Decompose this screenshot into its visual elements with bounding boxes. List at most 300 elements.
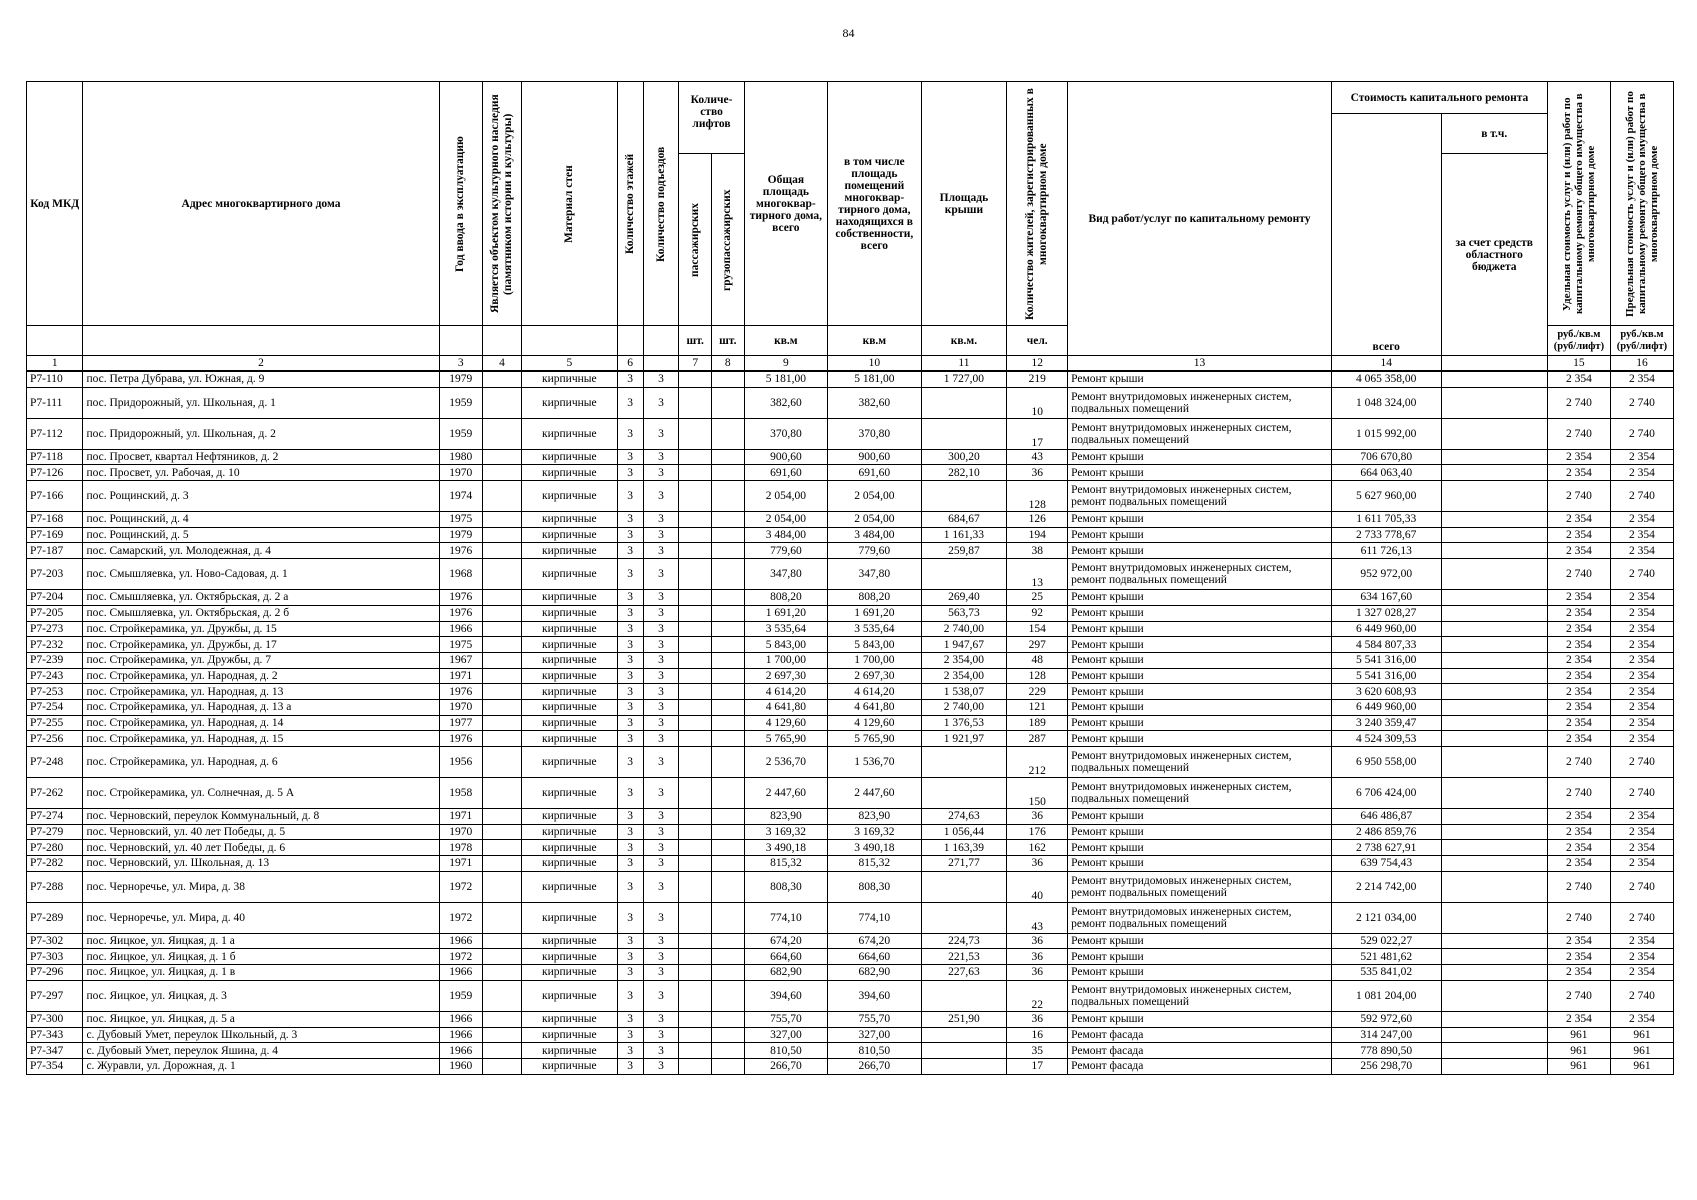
cell-heritage (482, 747, 521, 778)
cell-cost-regional (1441, 371, 1547, 387)
cell-residents: 36 (1007, 809, 1068, 825)
cell-address: пос. Черноречье, ул. Мира, д. 40 (83, 902, 439, 933)
cell-wall-material: кирпичные (522, 809, 618, 825)
cell-entrances: 3 (643, 747, 679, 778)
cell-total-area: 4 614,20 (744, 684, 828, 700)
cell-floors: 3 (617, 731, 643, 747)
cell-wall-material: кирпичные (522, 778, 618, 809)
cell-work-type: Ремонт крыши (1068, 605, 1332, 621)
cell-wall-material: кирпичные (522, 418, 618, 449)
cell-year: 1979 (439, 527, 482, 543)
cell-work-type: Ремонт крыши (1068, 731, 1332, 747)
cell-residents: 16 (1007, 1027, 1068, 1043)
cell-lifts-cargo (712, 824, 745, 840)
cell-code: Р7-239 (27, 652, 83, 668)
cell-max-cost: 2 740 (1610, 747, 1673, 778)
cell-roof-area: 259,87 (921, 543, 1007, 559)
cell-owned-area: 5 765,90 (828, 731, 921, 747)
cell-address: пос. Черноречье, ул. Мира, д. 38 (83, 871, 439, 902)
cell-cost-regional (1441, 980, 1547, 1011)
cell-roof-area: 1 538,07 (921, 684, 1007, 700)
cell-residents: 36 (1007, 1011, 1068, 1027)
header-cost: Стоимость капитального ремонта (1331, 82, 1547, 114)
header-cost-total: всего (1372, 341, 1400, 353)
cell-unit-cost: 2 354 (1547, 933, 1610, 949)
cell-owned-area: 1 536,70 (828, 747, 921, 778)
cell-entrances: 3 (643, 527, 679, 543)
cell-code: Р7-279 (27, 824, 83, 840)
cell-year: 1971 (439, 668, 482, 684)
cell-code: Р7-118 (27, 449, 83, 465)
cell-heritage (482, 605, 521, 621)
column-number: 12 (1007, 356, 1068, 372)
table-row (27, 387, 1674, 418)
cell-lifts-passenger (679, 418, 712, 449)
cell-cost-regional (1441, 668, 1547, 684)
cell-total-area: 1 700,00 (744, 652, 828, 668)
cell-floors: 3 (617, 371, 643, 387)
cell-entrances: 3 (643, 684, 679, 700)
unit-max-cost: руб./кв.м (руб/лифт) (1610, 326, 1673, 356)
cell-work-type: Ремонт внутридомовых инженерных систем, ремонт подвальных помещений (1068, 481, 1332, 512)
cell-wall-material: кирпичные (522, 590, 618, 606)
cell-max-cost: 2 354 (1610, 809, 1673, 825)
cell-entrances: 3 (643, 418, 679, 449)
cell-unit-cost: 2 354 (1547, 605, 1610, 621)
cell-year: 1970 (439, 824, 482, 840)
cell-roof-area (921, 980, 1007, 1011)
cell-floors: 3 (617, 933, 643, 949)
cell-entrances: 3 (643, 871, 679, 902)
cell-max-cost: 2 740 (1610, 902, 1673, 933)
cell-wall-material: кирпичные (522, 824, 618, 840)
unit-unit-cost: руб./кв.м (руб/лифт) (1547, 326, 1610, 356)
cell-max-cost: 2 354 (1610, 371, 1673, 387)
cell-work-type: Ремонт крыши (1068, 371, 1332, 387)
cell-max-cost: 2 354 (1610, 840, 1673, 856)
column-number: 5 (522, 356, 618, 372)
cell-max-cost: 2 354 (1610, 715, 1673, 731)
cell-lifts-passenger (679, 605, 712, 621)
cell-work-type: Ремонт внутридомовых инженерных систем, ремонт подвальных помещений (1068, 871, 1332, 902)
cell-residents: 38 (1007, 543, 1068, 559)
cell-cost-regional (1441, 1027, 1547, 1043)
table-row (27, 747, 1674, 778)
cell-code: Р7-112 (27, 418, 83, 449)
cell-floors: 3 (617, 949, 643, 965)
cell-residents: 189 (1007, 715, 1068, 731)
cell-max-cost: 2 354 (1610, 668, 1673, 684)
cell-year: 1967 (439, 652, 482, 668)
header-residents: Количество жителей, зарегистрированных в многоквартирном доме (1024, 87, 1050, 320)
cell-unit-cost: 2 354 (1547, 965, 1610, 981)
cell-cost-regional (1441, 871, 1547, 902)
cell-year: 1975 (439, 637, 482, 653)
cell-entrances: 3 (643, 965, 679, 981)
cell-entrances: 3 (643, 449, 679, 465)
cell-lifts-cargo (712, 418, 745, 449)
cell-cost-total: 952 972,00 (1331, 559, 1441, 590)
cell-cost-total: 592 972,60 (1331, 1011, 1441, 1027)
cell-entrances: 3 (643, 652, 679, 668)
cell-cost-total: 529 022,27 (1331, 933, 1441, 949)
cell-roof-area: 1 163,39 (921, 840, 1007, 856)
cell-address: пос. Яицкое, ул. Яицкая, д. 3 (83, 980, 439, 1011)
cell-cost-total: 314 247,00 (1331, 1027, 1441, 1043)
cell-heritage (482, 621, 521, 637)
header-cost-regional: за счет средств областного бюджета (1441, 154, 1547, 356)
cell-cost-regional (1441, 605, 1547, 621)
table-row (27, 668, 1674, 684)
cell-lifts-cargo (712, 387, 745, 418)
table-row (27, 965, 1674, 981)
cell-address: пос. Черновский, ул. Школьная, д. 13 (83, 856, 439, 872)
column-number: 13 (1068, 356, 1332, 372)
cell-floors: 3 (617, 527, 643, 543)
column-number (643, 356, 679, 372)
cell-entrances: 3 (643, 371, 679, 387)
cell-cost-total: 706 670,80 (1331, 449, 1441, 465)
cell-residents: 212 (1007, 747, 1068, 778)
cell-total-area: 3 490,18 (744, 840, 828, 856)
cell-lifts-cargo (712, 621, 745, 637)
cell-year: 1956 (439, 747, 482, 778)
cell-residents: 48 (1007, 652, 1068, 668)
cell-lifts-cargo (712, 933, 745, 949)
cell-total-area: 815,32 (744, 856, 828, 872)
cell-cost-total: 1 081 204,00 (1331, 980, 1441, 1011)
unit-total-area: кв.м (744, 326, 828, 356)
cell-total-area: 755,70 (744, 1011, 828, 1027)
cell-roof-area: 1 376,53 (921, 715, 1007, 731)
cell-max-cost: 2 354 (1610, 512, 1673, 528)
cell-code: Р7-169 (27, 527, 83, 543)
cell-heritage (482, 731, 521, 747)
header-max-cost: Предельная стоимость услуг и (или) работ по капитальному ремонту общего имущества в многоквартирном доме (1623, 90, 1660, 317)
cell-heritage (482, 1011, 521, 1027)
cell-max-cost: 2 740 (1610, 387, 1673, 418)
cell-floors: 3 (617, 512, 643, 528)
cell-lifts-passenger (679, 715, 712, 731)
cell-cost-regional (1441, 481, 1547, 512)
cell-heritage (482, 590, 521, 606)
header-lifts-passenger: пассажирских (688, 202, 701, 277)
cell-owned-area: 674,20 (828, 933, 921, 949)
cell-cost-regional (1441, 933, 1547, 949)
cell-unit-cost: 2 354 (1547, 731, 1610, 747)
cell-total-area: 2 054,00 (744, 481, 828, 512)
table-row (27, 1027, 1674, 1043)
cell-unit-cost: 961 (1547, 1043, 1610, 1059)
cell-cost-total: 1 015 992,00 (1331, 418, 1441, 449)
cell-floors: 3 (617, 449, 643, 465)
cell-roof-area: 2 740,00 (921, 621, 1007, 637)
column-number: 16 (1610, 356, 1673, 372)
cell-cost-total: 1 048 324,00 (1331, 387, 1441, 418)
cell-max-cost: 2 354 (1610, 1011, 1673, 1027)
cell-work-type: Ремонт крыши (1068, 637, 1332, 653)
cell-owned-area: 691,60 (828, 465, 921, 481)
cell-lifts-passenger (679, 668, 712, 684)
cell-year: 1976 (439, 543, 482, 559)
cell-residents: 162 (1007, 840, 1068, 856)
cell-address: пос. Смышляевка, ул. Октябрьская, д. 2 а (83, 590, 439, 606)
cell-floors: 3 (617, 1027, 643, 1043)
cell-unit-cost: 2 354 (1547, 668, 1610, 684)
table-row (27, 949, 1674, 965)
table-row (27, 465, 1674, 481)
cell-residents: 219 (1007, 371, 1068, 387)
cell-entrances: 3 (643, 590, 679, 606)
cell-unit-cost: 2 740 (1547, 387, 1610, 418)
cell-year: 1968 (439, 559, 482, 590)
cell-roof-area: 274,63 (921, 809, 1007, 825)
cell-residents: 13 (1007, 559, 1068, 590)
cell-floors: 3 (617, 980, 643, 1011)
cell-roof-area: 221,53 (921, 949, 1007, 965)
cell-wall-material: кирпичные (522, 512, 618, 528)
cell-lifts-cargo (712, 1043, 745, 1059)
cell-lifts-passenger (679, 699, 712, 715)
cell-year: 1972 (439, 871, 482, 902)
header-year: Год ввода в эксплуатацию (454, 135, 467, 272)
cell-heritage (482, 527, 521, 543)
cell-max-cost: 2 354 (1610, 449, 1673, 465)
cell-unit-cost: 2 354 (1547, 371, 1610, 387)
cell-heritage (482, 778, 521, 809)
cell-code: Р7-243 (27, 668, 83, 684)
table-row (27, 699, 1674, 715)
cell-year: 1971 (439, 809, 482, 825)
cell-entrances: 3 (643, 559, 679, 590)
cell-owned-area: 3 484,00 (828, 527, 921, 543)
cell-lifts-passenger (679, 512, 712, 528)
cell-total-area: 3 535,64 (744, 621, 828, 637)
cell-address: пос. Стройкерамика, ул. Солнечная, д. 5 А (83, 778, 439, 809)
cell-owned-area: 2 447,60 (828, 778, 921, 809)
cell-heritage (482, 965, 521, 981)
header-owned-area: в том числе площадь помещений многоквар-тирного дома, находящихся в собственности, всего (828, 82, 921, 326)
cell-unit-cost: 2 354 (1547, 1011, 1610, 1027)
cell-lifts-passenger (679, 652, 712, 668)
cell-work-type: Ремонт крыши (1068, 668, 1332, 684)
cell-unit-cost: 2 354 (1547, 512, 1610, 528)
cell-residents: 194 (1007, 527, 1068, 543)
cell-floors: 3 (617, 856, 643, 872)
cell-floors: 3 (617, 605, 643, 621)
cell-cost-total: 4 524 309,53 (1331, 731, 1441, 747)
cell-total-area: 4 129,60 (744, 715, 828, 731)
table-row (27, 980, 1674, 1011)
cell-total-area: 1 691,20 (744, 605, 828, 621)
cell-year: 1972 (439, 902, 482, 933)
cell-floors: 3 (617, 747, 643, 778)
cell-wall-material: кирпичные (522, 637, 618, 653)
cell-owned-area: 4 129,60 (828, 715, 921, 731)
cell-cost-regional (1441, 1058, 1547, 1074)
cell-floors: 3 (617, 684, 643, 700)
header-code: Код МКД (27, 82, 83, 326)
cell-total-area: 347,80 (744, 559, 828, 590)
table-row (27, 1043, 1674, 1059)
table-row (27, 731, 1674, 747)
cell-heritage (482, 449, 521, 465)
cell-address: пос. Черновский, ул. 40 лет Победы, д. 5 (83, 824, 439, 840)
cell-lifts-cargo (712, 527, 745, 543)
cell-cost-total: 3 240 359,47 (1331, 715, 1441, 731)
cell-cost-regional (1441, 1043, 1547, 1059)
cell-lifts-passenger (679, 747, 712, 778)
cell-total-area: 4 641,80 (744, 699, 828, 715)
cell-code: Р7-168 (27, 512, 83, 528)
cell-residents: 126 (1007, 512, 1068, 528)
cell-year: 1976 (439, 731, 482, 747)
cell-lifts-passenger (679, 965, 712, 981)
cell-work-type: Ремонт крыши (1068, 465, 1332, 481)
unit-roof-area: кв.м. (921, 326, 1007, 356)
header-floors: Количество этажей (623, 153, 636, 254)
cell-heritage (482, 902, 521, 933)
cell-cost-regional (1441, 840, 1547, 856)
cell-residents: 17 (1007, 1058, 1068, 1074)
column-number: 1 (27, 356, 83, 372)
table-row (27, 590, 1674, 606)
cell-max-cost: 2 354 (1610, 699, 1673, 715)
cell-work-type: Ремонт внутридомовых инженерных систем, подвальных помещений (1068, 778, 1332, 809)
cell-total-area: 5 843,00 (744, 637, 828, 653)
cell-lifts-passenger (679, 387, 712, 418)
cell-entrances: 3 (643, 621, 679, 637)
cell-max-cost: 2 740 (1610, 871, 1673, 902)
cell-max-cost: 2 354 (1610, 949, 1673, 965)
cell-total-area: 5 181,00 (744, 371, 828, 387)
table-row (27, 809, 1674, 825)
cell-wall-material: кирпичные (522, 387, 618, 418)
column-number: 10 (828, 356, 921, 372)
cell-entrances: 3 (643, 902, 679, 933)
cell-unit-cost: 2 354 (1547, 527, 1610, 543)
cell-owned-area: 1 691,20 (828, 605, 921, 621)
cell-wall-material: кирпичные (522, 668, 618, 684)
cell-max-cost: 2 354 (1610, 824, 1673, 840)
cell-unit-cost: 2 354 (1547, 449, 1610, 465)
cell-cost-total: 646 486,87 (1331, 809, 1441, 825)
cell-cost-regional (1441, 699, 1547, 715)
cell-lifts-passenger (679, 371, 712, 387)
header-work-type: Вид работ/услуг по капитальному ремонту (1068, 82, 1332, 356)
cell-code: Р7-347 (27, 1043, 83, 1059)
cell-address: пос. Стройкерамика, ул. Народная, д. 15 (83, 731, 439, 747)
cell-lifts-passenger (679, 559, 712, 590)
cell-residents: 150 (1007, 778, 1068, 809)
cell-unit-cost: 2 354 (1547, 809, 1610, 825)
cell-lifts-cargo (712, 605, 745, 621)
cell-max-cost: 2 740 (1610, 559, 1673, 590)
cell-cost-regional (1441, 543, 1547, 559)
cell-floors: 3 (617, 621, 643, 637)
cell-lifts-cargo (712, 699, 745, 715)
cell-lifts-cargo (712, 543, 745, 559)
cell-max-cost: 2 740 (1610, 778, 1673, 809)
cell-roof-area: 269,40 (921, 590, 1007, 606)
cell-entrances: 3 (643, 715, 679, 731)
cell-max-cost: 2 354 (1610, 731, 1673, 747)
cell-lifts-cargo (712, 559, 745, 590)
cell-total-area: 2 054,00 (744, 512, 828, 528)
cell-cost-regional (1441, 512, 1547, 528)
cell-total-area: 3 484,00 (744, 527, 828, 543)
cell-total-area: 382,60 (744, 387, 828, 418)
cell-lifts-cargo (712, 949, 745, 965)
cell-cost-total: 664 063,40 (1331, 465, 1441, 481)
table-row (27, 543, 1674, 559)
cell-code: Р7-254 (27, 699, 83, 715)
cell-owned-area: 755,70 (828, 1011, 921, 1027)
cell-max-cost: 2 354 (1610, 621, 1673, 637)
cell-unit-cost: 2 740 (1547, 871, 1610, 902)
cell-code: Р7-166 (27, 481, 83, 512)
cell-lifts-cargo (712, 652, 745, 668)
cell-entrances: 3 (643, 699, 679, 715)
cell-cost-total: 521 481,62 (1331, 949, 1441, 965)
cell-work-type: Ремонт крыши (1068, 684, 1332, 700)
cell-address: пос. Придорожный, ул. Школьная, д. 2 (83, 418, 439, 449)
cell-code: Р7-280 (27, 840, 83, 856)
cell-max-cost: 2 354 (1610, 652, 1673, 668)
cell-roof-area (921, 481, 1007, 512)
cell-lifts-passenger (679, 481, 712, 512)
cell-owned-area: 810,50 (828, 1043, 921, 1059)
page-number: 84 (842, 26, 855, 40)
cell-cost-total: 2 733 778,67 (1331, 527, 1441, 543)
cell-entrances: 3 (643, 840, 679, 856)
cell-lifts-cargo (712, 980, 745, 1011)
cell-owned-area: 3 169,32 (828, 824, 921, 840)
cell-lifts-passenger (679, 1058, 712, 1074)
cell-total-area: 5 765,90 (744, 731, 828, 747)
cell-floors: 3 (617, 590, 643, 606)
cell-total-area: 774,10 (744, 902, 828, 933)
cell-wall-material: кирпичные (522, 840, 618, 856)
cell-residents: 25 (1007, 590, 1068, 606)
cell-lifts-cargo (712, 747, 745, 778)
cell-total-area: 266,70 (744, 1058, 828, 1074)
cell-owned-area: 4 614,20 (828, 684, 921, 700)
cell-total-area: 3 169,32 (744, 824, 828, 840)
cell-wall-material: кирпичные (522, 980, 618, 1011)
cell-work-type: Ремонт крыши (1068, 715, 1332, 731)
cell-cost-total: 634 167,60 (1331, 590, 1441, 606)
cell-work-type: Ремонт фасада (1068, 1058, 1332, 1074)
cell-address: пос. Смышляевка, ул. Ново-Садовая, д. 1 (83, 559, 439, 590)
table-row (27, 933, 1674, 949)
cell-cost-regional (1441, 637, 1547, 653)
cell-code: Р7-111 (27, 387, 83, 418)
cell-heritage (482, 652, 521, 668)
cell-roof-area: 1 161,33 (921, 527, 1007, 543)
cell-code: Р7-300 (27, 1011, 83, 1027)
cell-lifts-passenger (679, 621, 712, 637)
cell-work-type: Ремонт крыши (1068, 809, 1332, 825)
cell-cost-regional (1441, 527, 1547, 543)
cell-cost-regional (1441, 418, 1547, 449)
cell-code: Р7-288 (27, 871, 83, 902)
cell-total-area: 808,30 (744, 871, 828, 902)
cell-max-cost: 961 (1610, 1027, 1673, 1043)
cell-owned-area: 664,60 (828, 949, 921, 965)
cell-cost-regional (1441, 902, 1547, 933)
cell-year: 1958 (439, 778, 482, 809)
